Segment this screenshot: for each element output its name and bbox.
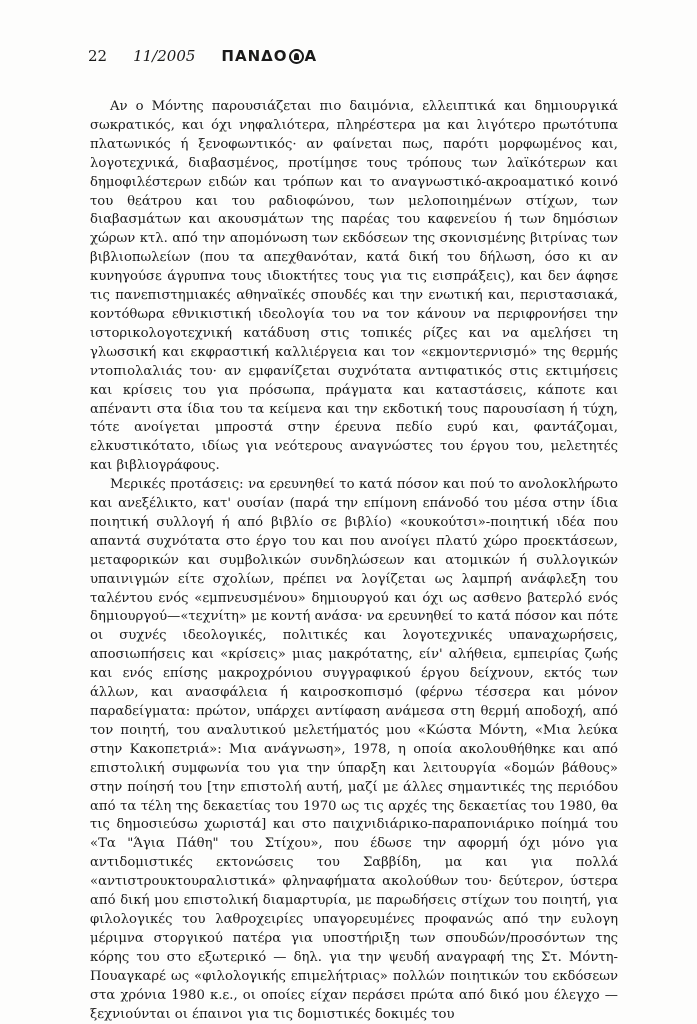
- issue-number: 11/2005: [133, 47, 196, 65]
- article-body: [90, 98, 618, 1024]
- magazine-title-pre: ΠΑΝΔΟ: [221, 47, 288, 65]
- dome-icon: [289, 49, 304, 64]
- paragraph-2: Μερικές προτάσεις: να ερευνηθεί το κατά πόσον και πού το ανολοκλήρωτο και ανεξέλικτο, κατ' ουσίαν (παρά την επίμονη επάνοδό του μέσα στην ίδια ποιητική συλλογή ή από βιβλίο σε βιβλίο) «κουκούτσι»-ποιητική ιδέα που απαντά συχνότατα στο έργο του και που ανοίγει πλατύ χώρο προεκτάσεων, μεταφορικών και συμβολικών συνδηλώσεων και ατομικών ή συλλογικών υπαινιγμών είτε σχολίων, πρέπει να λογίζεται ως λαμπρή ανάφλεξη του ταλέντου ενός «εμπνευσμένου» δημιουργού και όχι ως ασθενο βατερλό ενός δημιουργού—«τεχνίτη» με κοντή ανάσα· να ερευνηθεί το κατά πόσον και πότε οι συχνές ιδεολογικές, πολιτικές και λογοτεχνικές υπαναχωρήσεις, αποσιωπήσεις και «κρίσεις» μιας μακρότατης, είν' αλήθεια, εμπειρίας ζωής και ενός επίσης μακροχρόνιου συγγραφικού έργου δείχνουν, εκτός των άλλων, και ανασφάλεια ή καιροσκοπισμό (φέρνω τέσσερα και μόνον παραδείγματα: πρώτον, υπάρχει αντίφαση ανάμεσα στη θερμή αποδοχή, από τον ποιητή, του αναλυτικού μελετήματός μου «Κώστα Μόντη, «Μια λεύκα στην Κακοπετριά»: Μια ανάγνωση», 1978, η οποία ακολουθήθηκε και από επιστολική συμφωνία του για την ύπαρξη και λειτουργία «δομών βάθους» στην ποίησή του [την επιστολή αυτή, μαζί με άλλες σημαντικές της περιόδου από τα τέλη της δεκαετίας του 1970 ως τις αρχές της δεκαετίας του 1980, θα τις δημοσιεύσω χωριστά] και στο παιχνιδιάρικο-παραπονιάρικο ποίημά του «Τα "Άγια Πάθη" του Στίχου», που έδωσε την αφορμή όχι μόνο για αντιδομιστικές εκτονώσεις του Σαββίδη, μα και για πολλά «αντιστρουκτουραλιστικά» φληναφήματα ακολούθων του· δεύτερον, ύστερα από δική μου επιστολική διαμαρτυρία, με παρωδήσεις στίχων του ποιητή, για φιλολογικές του λαθροχειρίες υπαγορευμένες προφανώς από την ευλογη μέριμνα στοργικού πατέρα για υποστήριξη των σπουδών/προσόντων της κόρης του στο εξωτερικό — δηλ. για την ψευδή αναγραφή της Στ. Μόντη-Πουαγκαρέ ως «φιλολογικής επιμελήτριας» πολλών ποιητικών του εκδόσεων στα χρόνια 1980 κ.ε., οι οποίες είχαν περάσει πρώτα από δικό μου έλεγχο —ξεχνιούνται οι έπαινοι για τις δομιστικές δοκιμές του: [90, 477, 618, 1022]
- running-header: [88, 44, 317, 68]
- magazine-title: [221, 47, 317, 65]
- paragraph-1: Αν ο Μόντης παρουσιάζεται πιο δαιμόνια, ελλειπτικά και δημιουργικά σωκρατικός, και όχι νηφαλιότερα, πληρέστερα μα και λιγότερο πρωτότυπα πλατωνικός ή ξενοφωντικός· αν φαίνεται πως, παρότι μορφωμένος και, λογοτεχνικά, διαβασμένος, προτίμησε τους τρόπους των λαϊκότερων και δημοφιλέστερων ειδών και τρόπων και το αναγνωστικό-ακροαματικό κοινό του θεάτρου και του ραδιοφώνου, των μελοποιημένων στίχων, των διαβασμάτων και ακουσμάτων της παρέας του καφενείου ή των δημόσιων χώρων κτλ. από την απομόνωση των εκδόσεων της σκονισμένης βιτρίνας των βιβλιοπωλείων (που τα απεχθανόταν, κατά δική του δήλωση, όσο κι αν κυνηγούσε άγρυπνα τους ιδιοκτήτες τους για τις εισπράξεις), και δεν άφησε τις πανεπιστημιακές αθηναϊκές σπουδές και την ενωτική και, περιστασιακά, κοντόθωρα εθνικιστική ιδεολογία του να τον κάνουν να περιφρονήσει την ιστορικολογοτεχνική κατάδυση στις τοπικές ρίζες και να αμελήσει τη γλωσσική και εκφραστική καλλιέργεια και τον «εκμοντερνισμό» της θερμής ντοπιολαλιάς του· αν εμφανίζεται συχνότατα αντιφατικός στις εκτιμήσεις και κρίσεις του για πρόσωπα, πράγματα και καταστάσεις, κάποτε και απέναντι στα ίδια του τα κείμενα και την εκδοτική τους παρουσίαση ή τύχη, τότε ανοίγεται μπροστά στην έρευνα πεδίο ευρύ και, φαντάζομαι, ελκυστικότατο, ιδίως για νεότερους αναγνώστες του έργου του, μελετητές και βιβλιογράφους.: [90, 99, 618, 474]
- page-number: 22: [88, 47, 108, 65]
- magazine-title-post: Α: [304, 47, 318, 65]
